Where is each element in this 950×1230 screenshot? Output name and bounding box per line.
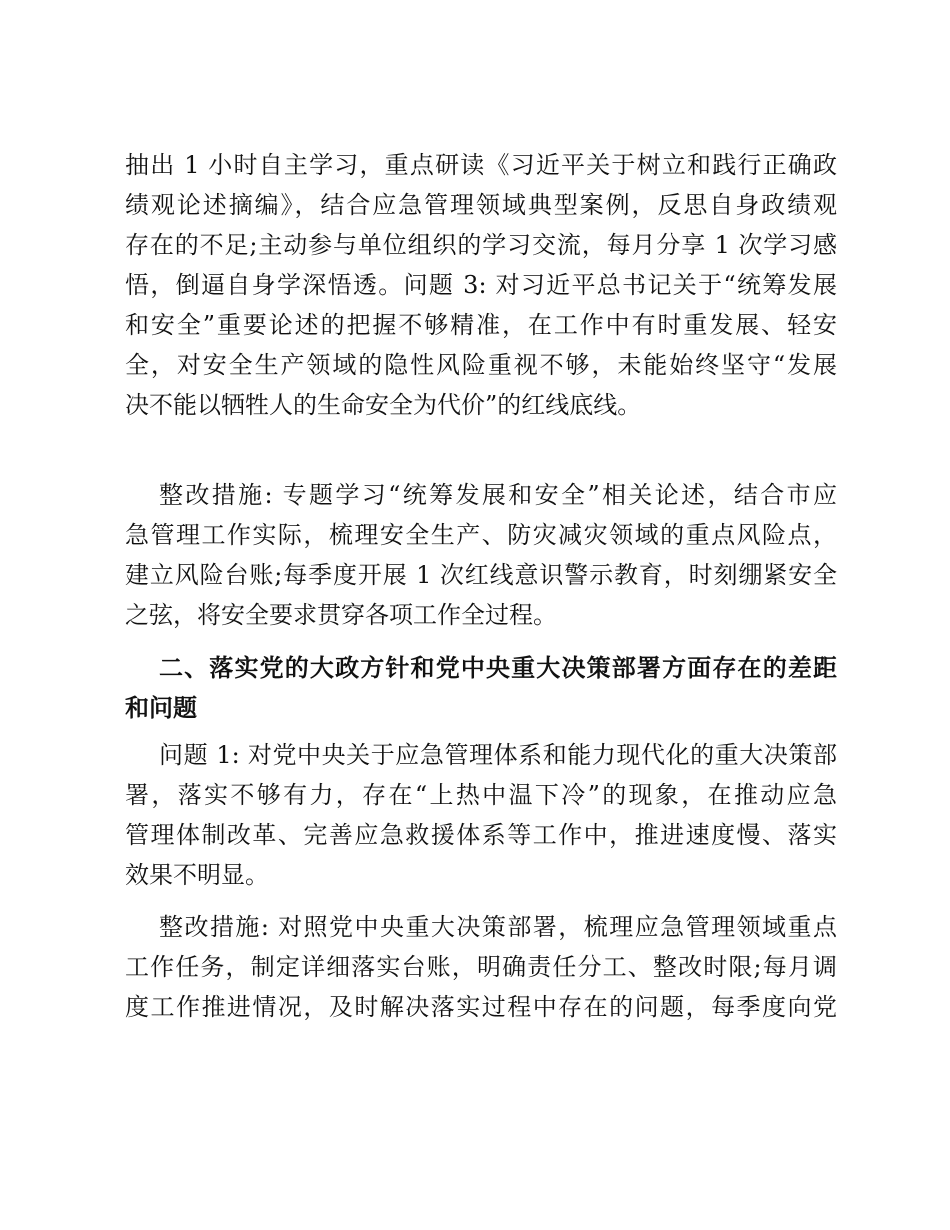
text-line: 悟，倒逼自身学深悟透。问题 3: 对习近平总书记关于“统筹发展 (125, 271, 837, 299)
text-line: 存在的不足;主动参与单位组织的学习交流，每月分享 1 次学习感 (125, 231, 837, 259)
paragraph-study (125, 145, 837, 425)
text-line: 整改措施: 对照党中央重大决策部署，梳理应急管理领域重点 (159, 913, 837, 941)
paragraph-problem-1 (125, 735, 837, 895)
text-line: 之弦，将安全要求贯穿各项工作全过程。 (125, 601, 557, 629)
text-line: 整改措施: 专题学习“统筹发展和安全”相关论述，结合市应 (159, 481, 837, 509)
text-line: 建立风险台账;每季度开展 1 次红线意识警示教育，时刻绷紧安全 (125, 561, 837, 589)
text-line: 工作任务，制定详细落实台账，明确责任分工、整改时限;每月调 (125, 953, 837, 981)
text-line: 管理体制改革、完善应急救援体系等工作中，推进速度慢、落实 (125, 821, 837, 849)
paragraph-rectification-1 (125, 475, 837, 635)
text-line: 急管理工作实际，梳理安全生产、防灾减灾领域的重点风险点， (125, 521, 837, 549)
text-line: 全，对安全生产领域的隐性风险重视不够，未能始终坚守“发展 (125, 351, 837, 379)
text-line: 度工作推进情况，及时解决落实过程中存在的问题，每季度向党 (125, 993, 837, 1021)
text-line: 抽出 1 小时自主学习，重点研读《习近平关于树立和践行正确政 (125, 151, 837, 179)
text-line: 署，落实不够有力，存在“上热中温下冷”的现象，在推动应急 (125, 781, 837, 809)
text-line: 问题 1: 对党中央关于应急管理体系和能力现代化的重大决策部 (159, 741, 837, 769)
paragraph-rectification-2 (125, 907, 837, 1027)
heading-line: 和问题 (125, 694, 197, 722)
text-line: 绩观论述摘编》，结合应急管理领域典型案例，反思自身政绩观 (125, 191, 837, 219)
text-line: 决不能以牺牲人的生命安全为代价”的红线底线。 (125, 391, 642, 419)
heading-line: 二、落实党的大政方针和党中央重大决策部署方面存在的差距 (159, 654, 837, 682)
text-line: 效果不明显。 (125, 861, 269, 889)
text-line: 和安全”重要论述的把握不够精准，在工作中有时重发展、轻安 (125, 311, 837, 339)
section-heading (125, 648, 837, 728)
